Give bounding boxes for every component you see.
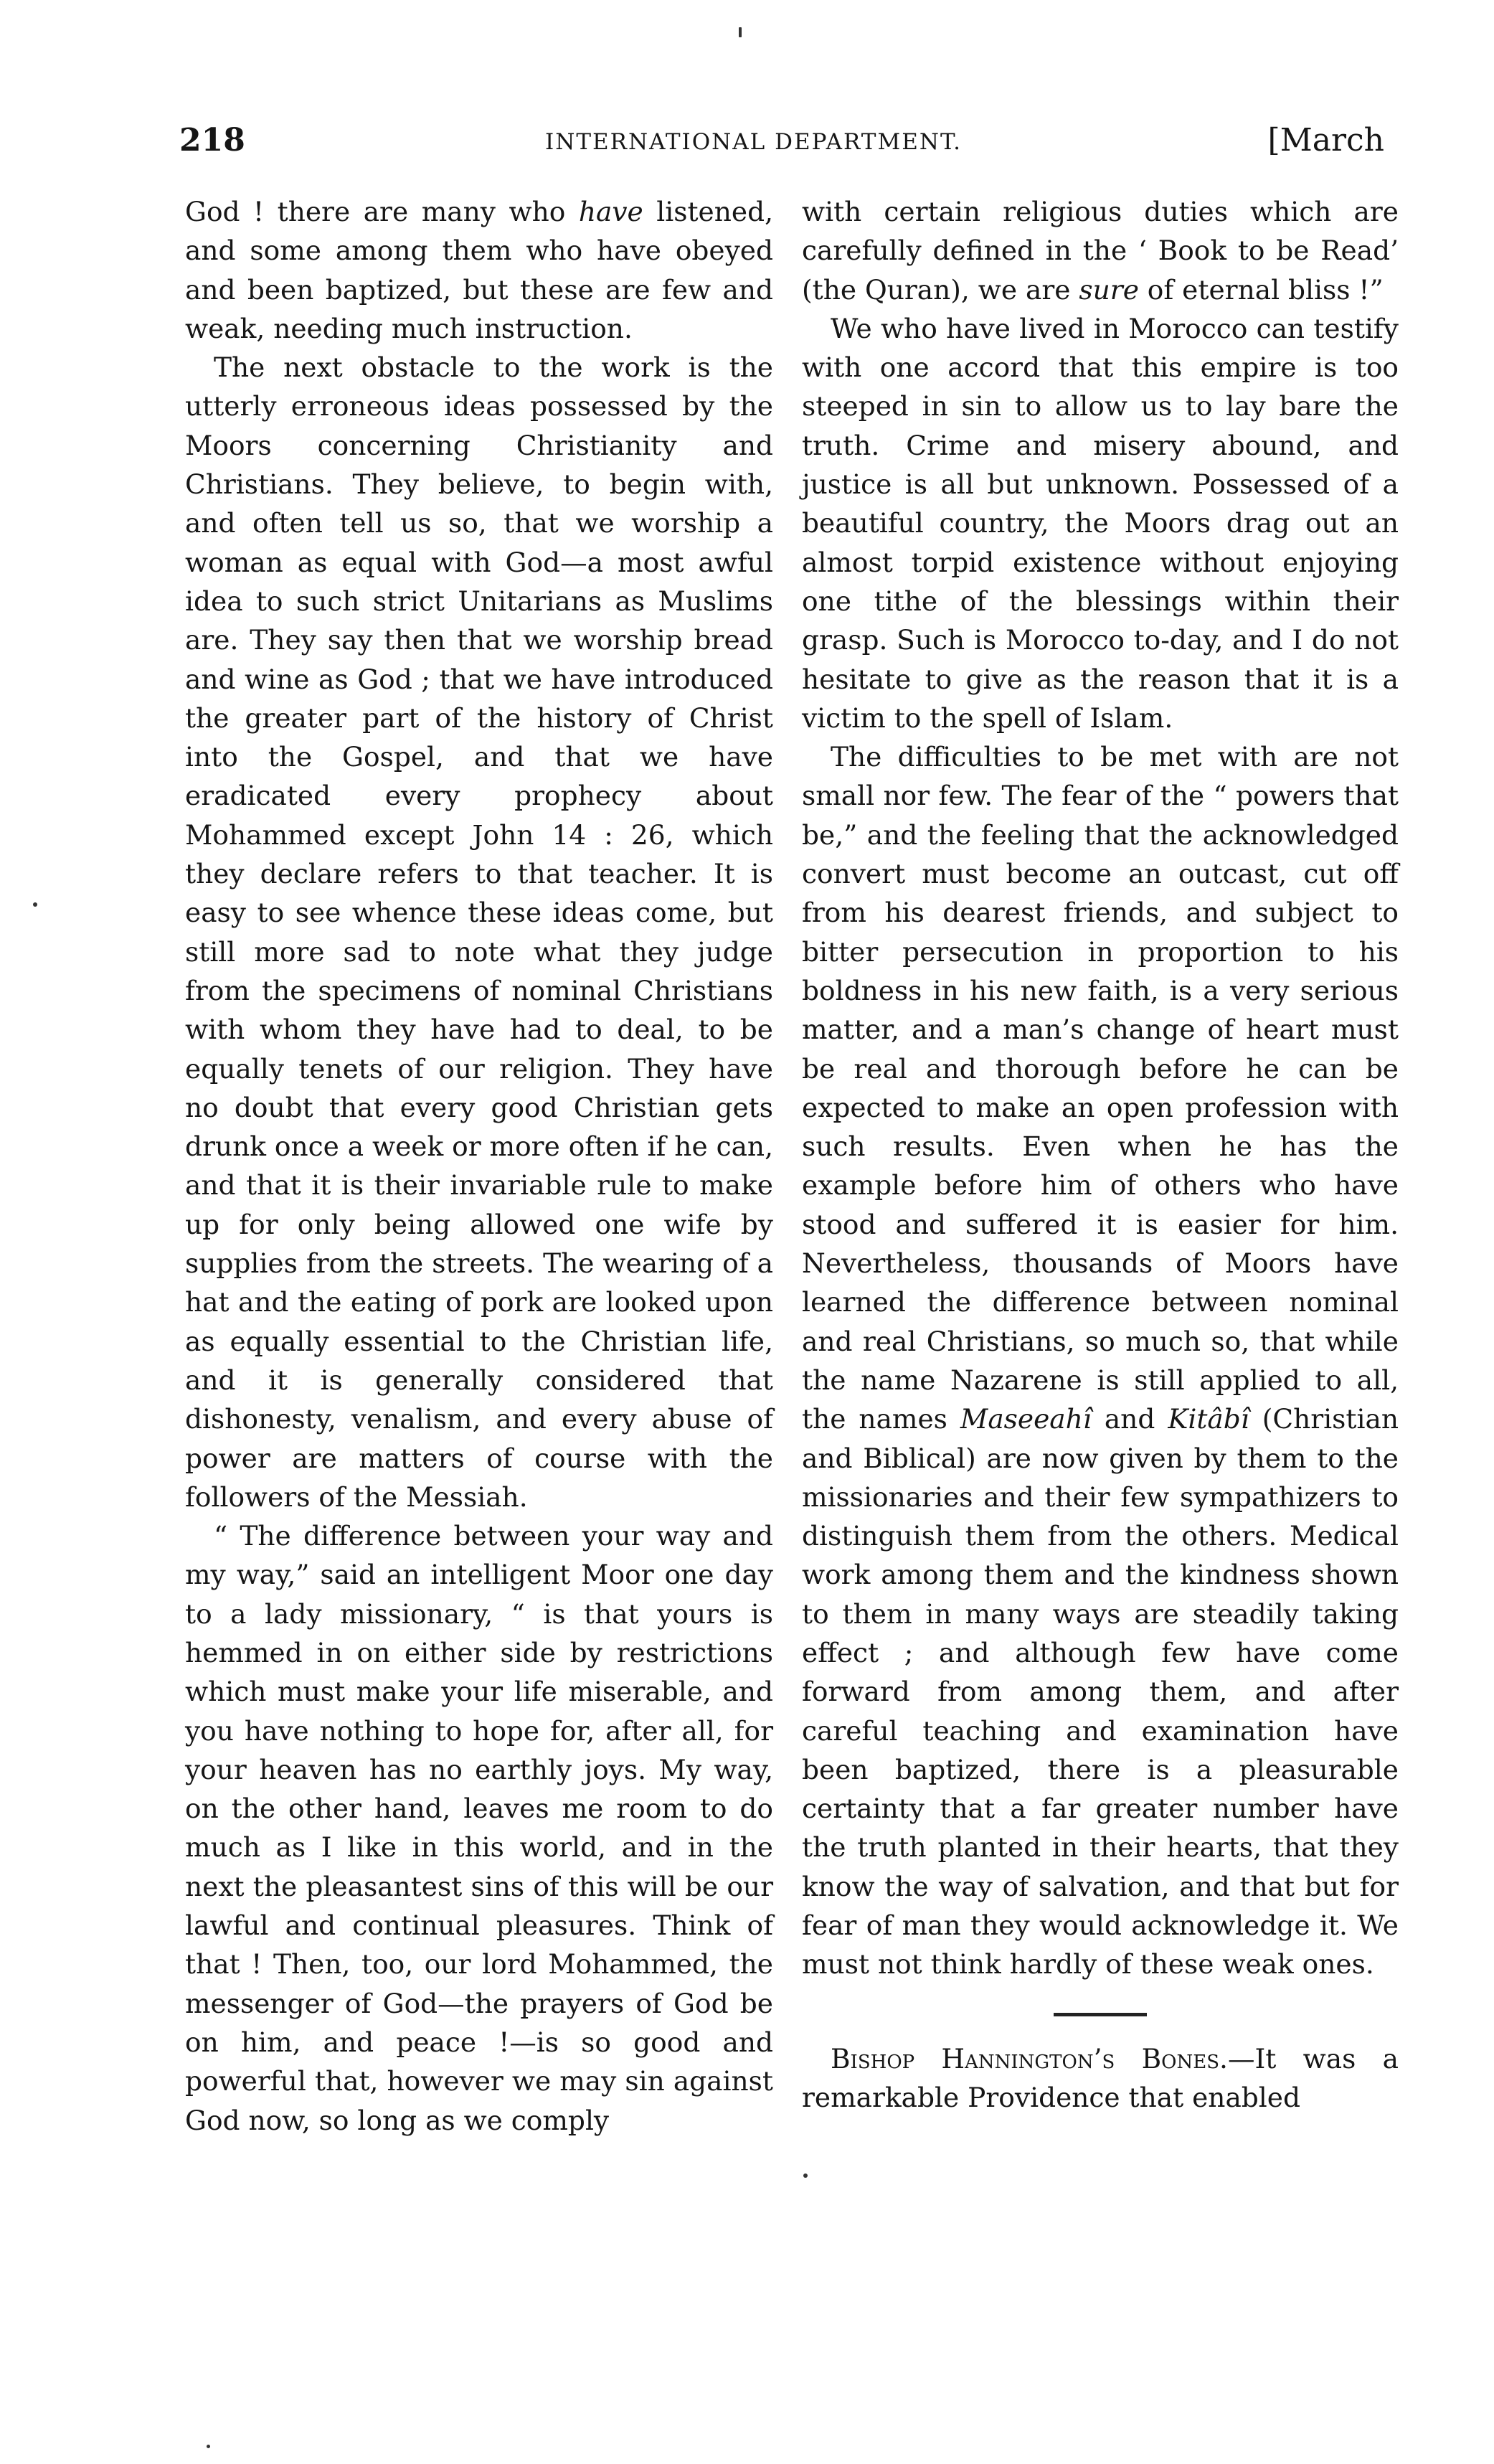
text-run: (Christian and Biblical) are now given by them to the missionaries and their few sympathizers to distinguish them from the others. Medical work among them and the kindness shown to them in many ways are steadily taking effect ; and although few have come forward from among them, and after careful teaching and examination have been baptized, there is a pleasurable certainty that a far greater number have the truth planted in their hearts, that they know the way of salvation, and that but for fear of man they would acknowledge it. We must not think hardly of these weak ones. bbox=[802, 1403, 1399, 1981]
scan-speck bbox=[33, 902, 37, 907]
text-run: God ! there are many who bbox=[185, 196, 579, 227]
page-number: 218 bbox=[179, 122, 245, 159]
paragraph: We who have lived in Morocco can testify with one accord that this empire is too steeped in sin to allow us to lay bare the truth. Crime and misery abound, and justice is all but unknown. Possessed of a beautiful country, the Moors drag out an almost torpid existence without enjoying one tithe of the blessings within their grasp. Such is Morocco to-day, and I do not hesitate to give as the reason that it is a victim to the spell of Islam. bbox=[802, 312, 1399, 734]
paragraph bbox=[802, 737, 1399, 1984]
paragraph bbox=[802, 2039, 1399, 2118]
emphasis: Maseeahî bbox=[960, 1403, 1092, 1435]
emphasis: sure bbox=[1079, 273, 1139, 306]
text-run: of eternal bliss !” bbox=[1138, 273, 1384, 306]
text-run: —It was a remarkable Providence that enabled bbox=[802, 2042, 1399, 2113]
paragraph bbox=[185, 192, 773, 348]
right-column bbox=[802, 192, 1399, 2117]
text-run: listened, and some among them who have obeyed and been baptized, but these are few and weak, needing much instruction. bbox=[185, 196, 774, 344]
text-run: and bbox=[1091, 1403, 1168, 1435]
paragraph: “ The difference between your way and my way,” said an intelligent Moor one day to a lady missionary, “ is that yours is hemmed in on either side by restrictions which must make your life miserable, and you have nothing to hope for, after all, for your heaven has no earthly joys. My way, on the other hand, leaves me room to do much as I like in this world, and in the next the pleasantest sins of this will be our lawful and continual pleasures. Think of that ! Then, too, our lord Mohammed, the messenger of God—the prayers of God be on him, and peace !—is so good and powerful that, however we may sin against God now, so long as we comply bbox=[185, 1520, 773, 2136]
paragraph bbox=[802, 192, 1399, 309]
page-header bbox=[172, 122, 1384, 172]
emphasis: Kitâbî bbox=[1168, 1403, 1249, 1435]
emphasis: have bbox=[578, 196, 643, 227]
scan-speck bbox=[803, 2173, 808, 2178]
left-column bbox=[185, 192, 773, 2140]
section-divider bbox=[1054, 2013, 1147, 2016]
text-run: with certain religious duties which are carefully defined in the ‘ Book to be Read’ (the Quran), we are bbox=[802, 196, 1399, 306]
issue-date: [March bbox=[1267, 122, 1384, 159]
scan-speck bbox=[207, 2445, 210, 2448]
text-run: The difficulties to be met with are not small nor few. The fear of the “ powers that be,” and the feeling that the acknowledged convert must become an outcast, cut off from his dearest friends, and subject to bitter persecution in proportion to his boldness in his new faith, is a very serious matter, and a man’s change of heart must be real and thorough before he can be expected to make an open profession with such results. Even when he has the example before him of others who have stood and suffered it is easier for him. Nevertheless, thousands of Moors have learned the difference between nominal and real Christians, so much so, that while the name Nazarene is still applied to all, the names bbox=[802, 741, 1399, 1435]
section-heading: Bishop Hannington’s Bones. bbox=[831, 2042, 1228, 2074]
running-title: INTERNATIONAL DEPARTMENT. bbox=[545, 129, 962, 155]
scan-speck bbox=[739, 27, 742, 37]
paragraph: The next obstacle to the work is the utterly erroneous ideas possessed by the Moors concerning Christianity and Christians. They believe, to begin with, and often tell us so, that we worship a woman as equal with God—a most awful idea to such strict Unitarians as Muslims are. They say then that we worship bread and wine as God ; that we have introduced the greater part of the history of Christ into the Gospel, and that we have eradicated every prophecy about Mohammed except John 14 : 26, which they declare refers to that teacher. It is easy to see whence these ideas come, but still more sad to note what they judge from the specimens of nominal Christians with whom they have had to deal, to be equally tenets of our religion. They have no doubt that every good Christian gets drunk once a week or more often if he can, and that it is their invariable rule to make up for only being allowed one wife by supplies from the streets. The wearing of a hat and the eating of pork are looked upon as equally essential to the Christian life, and it is generally considered that dishonesty, venalism, and every abuse of power are matters of course with the followers of the Messiah. bbox=[185, 351, 774, 1513]
